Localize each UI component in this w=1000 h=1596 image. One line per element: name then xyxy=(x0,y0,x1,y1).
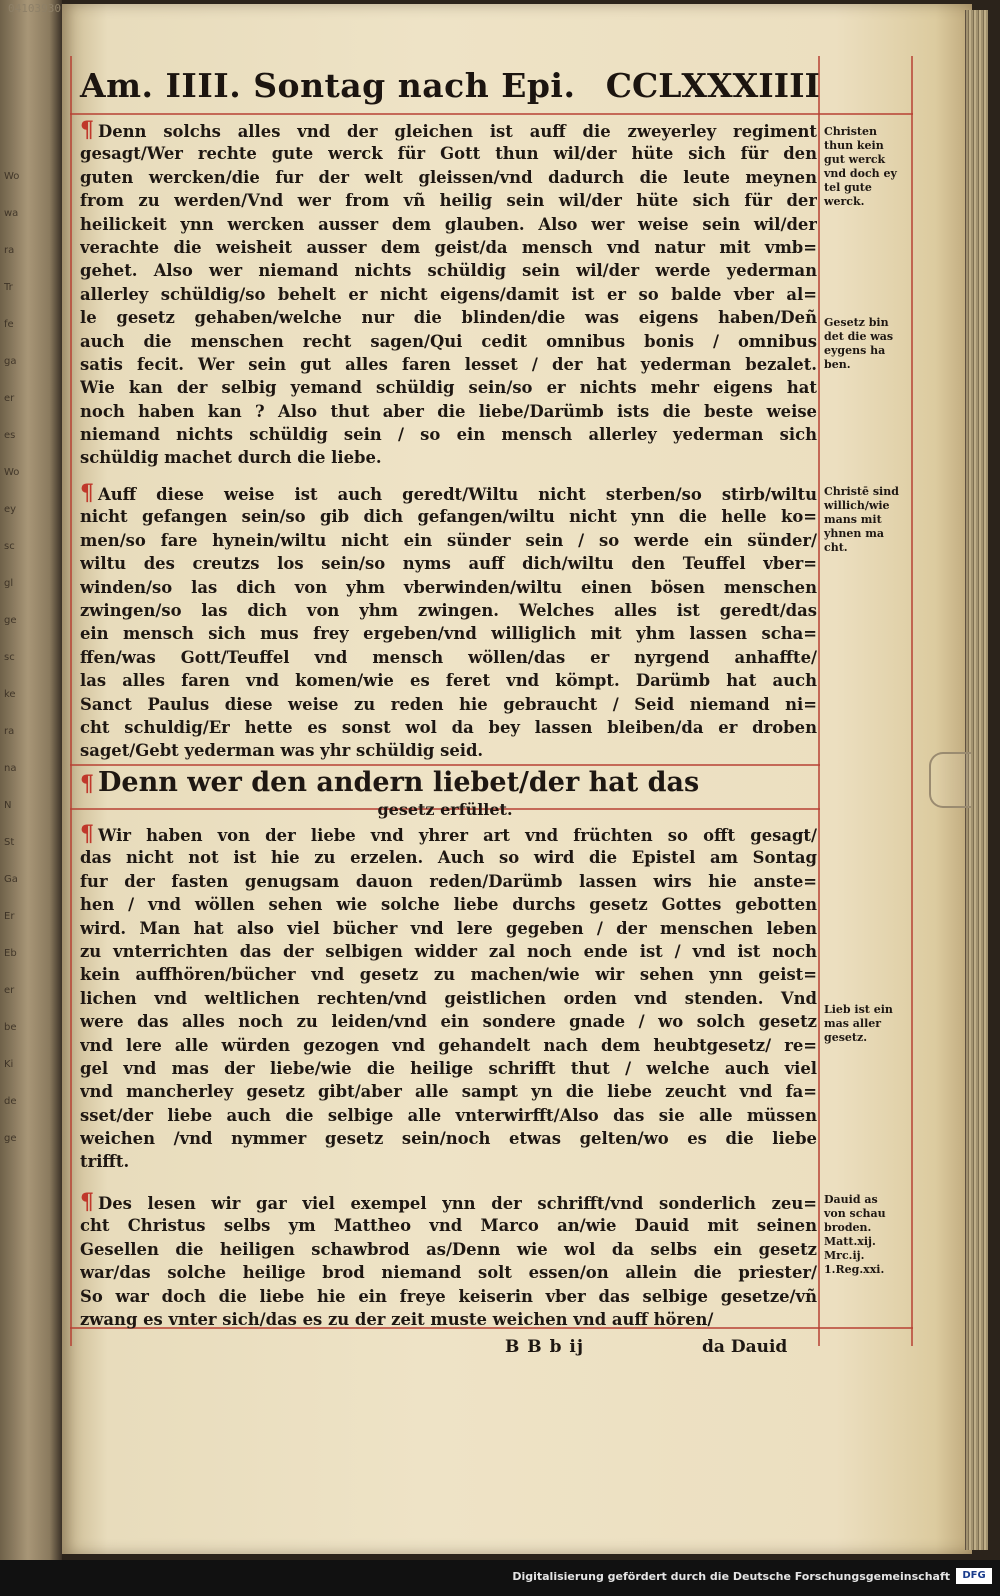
margin-note-4 xyxy=(824,1003,906,1045)
text-line xyxy=(80,1127,817,1150)
text-line xyxy=(80,306,817,329)
left-page-fragment: wa xyxy=(4,208,19,219)
line-text: noch haben kan ? Also thut aber die liebe/Darümb ists die beste weise xyxy=(80,401,817,421)
text-line xyxy=(80,1010,817,1033)
text-line xyxy=(80,940,817,963)
paragraph-1 xyxy=(80,119,817,470)
text-line xyxy=(80,1285,817,1308)
line-text: ein mensch sich mus frey ergeben/vnd williglich mit yhm lassen scha= xyxy=(80,624,817,644)
line-text: verachte die weisheit ausser dem geist/da mensch vnd natur mit vmb= xyxy=(80,237,817,257)
line-text: zwingen/so las dich von yhm zwingen. Welches alles ist geredt/das xyxy=(80,600,817,620)
text-line xyxy=(80,669,817,692)
line-text: vnd lere alle würden gezogen vnd gehandelt nach dem heubtgesetz/ re= xyxy=(80,1035,817,1055)
left-page-fragment: St xyxy=(4,837,15,848)
line-text: Wir haben von der liebe vnd yhrer art vnd früchten so offt gesagt/ xyxy=(98,826,817,845)
line-text: ffen/was Gott/Teuffel vnd mensch wöllen/das er nyrgend anhaffte/ xyxy=(80,647,817,667)
line-text: allerley schüldig/so behelt er nicht eigens/damit ist er so balde vber al= xyxy=(80,284,817,304)
margin-note-line: ben. xyxy=(824,358,851,371)
text-line xyxy=(80,236,817,259)
text-line xyxy=(80,166,817,189)
margin-note-line: Christē sind xyxy=(824,485,899,498)
text-line xyxy=(80,917,817,940)
margin-note-line: gesetz. xyxy=(824,1031,868,1044)
margin-note-line: vnd doch ey xyxy=(824,167,897,180)
line-text: gesagt/Wer rechte gute werck für Gott thun wil/der hüte sich für den xyxy=(80,144,817,164)
margin-note-1 xyxy=(824,125,906,209)
line-text: auch die menschen recht sagen/Qui cedit omnibus bonis / omnibus xyxy=(80,331,817,351)
left-page-fragment: de xyxy=(4,1096,17,1107)
left-page-fragment: fe xyxy=(4,319,14,330)
text-line xyxy=(80,1080,817,1103)
left-page-fragment: Ki xyxy=(4,1059,14,1070)
line-text: lichen vnd weltlichen rechten/vnd geistlichen orden vnd stenden. Vnd xyxy=(80,988,817,1008)
text-line xyxy=(80,599,817,622)
text-line xyxy=(80,353,817,376)
text-line xyxy=(80,552,817,575)
margin-note-line: Gesetz bin xyxy=(824,316,889,329)
margin-note-line: Matt.xij. xyxy=(824,1235,876,1248)
margin-note-line: yhnen ma xyxy=(824,527,884,540)
line-text: trifft. xyxy=(80,1152,130,1172)
margin-note-line: mans mit xyxy=(824,513,882,526)
text-line xyxy=(80,1191,817,1214)
text-line xyxy=(80,963,817,986)
line-text: were das alles noch zu leiden/vnd ein sondere gnade / wo solch gesetz xyxy=(80,1012,817,1032)
margin-note-line: 1.Reg.xxi. xyxy=(824,1263,885,1276)
left-page-fragment: ey xyxy=(4,504,17,515)
pilcrow-mark: ¶ xyxy=(80,1191,94,1215)
text-line xyxy=(80,716,817,739)
left-page-fragment: gl xyxy=(4,578,14,589)
pilcrow-mark: ¶ xyxy=(80,482,94,506)
line-text: wiltu des creutzs los sein/so nyms auff dich/wiltu den Teuffel vber= xyxy=(80,554,817,574)
line-text: niemand nichts schüldig sein / so ein mensch allerley yederman sich xyxy=(80,425,817,445)
text-line xyxy=(80,446,817,469)
line-text: Des lesen wir gar viel exempel ynn der schrifft/vnd sonderlich zeu= xyxy=(98,1194,817,1213)
left-page-fragment: be xyxy=(4,1022,17,1033)
margin-note-line: Christen xyxy=(824,125,877,138)
line-text: nicht gefangen sein/so gib dich gefangen/wiltu nicht ynn die helle ko= xyxy=(80,507,817,527)
catchword: da Dauid xyxy=(702,1337,788,1357)
text-line xyxy=(80,823,817,846)
line-text: las alles faren vnd komen/wie es feret vnd kömpt. Darümb hat auch xyxy=(80,671,817,691)
line-text: So war doch die liebe hie ein freye keiserin vber das selbige gesetze/vñ xyxy=(80,1286,817,1306)
line-text: wird. Man hat also viel bücher vnd lere gegeben / der menschen leben xyxy=(80,918,817,938)
line-text: weichen /vnd nymmer gesetz sein/noch etwas gelten/wo es die liebe xyxy=(80,1129,817,1149)
line-text: das nicht not ist hie zu erzelen. Auch so wird die Epistel am Sontag xyxy=(80,848,817,868)
text-line xyxy=(80,1150,817,1173)
heading-line-2: gesetz erfüllet. xyxy=(377,800,513,819)
text-line xyxy=(80,1261,817,1284)
paragraph-2 xyxy=(80,482,817,763)
line-text: saget/Gebt yederman was yhr schüldig seid. xyxy=(80,741,484,761)
text-line xyxy=(80,283,817,306)
text-line xyxy=(80,259,817,282)
margin-note-line: cht. xyxy=(824,541,848,554)
line-text: Auff diese weise ist auch geredt/Wiltu nicht sterben/so stirb/wiltu xyxy=(98,485,817,504)
text-line xyxy=(80,1057,817,1080)
left-page-fragment: Eb xyxy=(4,948,17,959)
line-text: schüldig machet durch die liebe. xyxy=(80,448,382,468)
shelfmark: 04103930 xyxy=(8,2,61,15)
text-line xyxy=(80,1104,817,1127)
line-text: gel vnd mas der liebe/wie die heilige schrifft thut / welche auch viel xyxy=(80,1058,817,1078)
left-page-fragment: ge xyxy=(4,615,17,626)
text-line xyxy=(80,987,817,1010)
text-line xyxy=(80,739,817,762)
line-text: satis fecit. Wer sein gut alles faren lesset / der hat yederman bezalet. xyxy=(80,354,817,374)
page-header xyxy=(80,66,820,116)
text-line xyxy=(80,330,817,353)
text-line xyxy=(80,376,817,399)
left-page-fragment: ra xyxy=(4,245,15,256)
line-text: men/so fare hynein/wiltu nicht ein sünder sein / so werde ein sünder/ xyxy=(80,530,817,550)
left-page-fragment: er xyxy=(4,985,15,996)
left-page-fragment: sc xyxy=(4,541,15,552)
text-line xyxy=(80,576,817,599)
left-page-fragment: na xyxy=(4,763,17,774)
heading-text: Denn wer den andern liebet/der hat das xyxy=(98,767,700,798)
line-text: cht schuldig/Er hette es sonst wol da bey lassen bleiben/da er droben xyxy=(80,717,817,737)
left-page-fragment: Wo xyxy=(4,171,20,182)
text-line xyxy=(80,482,817,505)
left-page-fragment: Ga xyxy=(4,874,18,885)
margin-note-line: tel gute xyxy=(824,181,872,194)
text-line xyxy=(80,622,817,645)
rule-heading-top xyxy=(70,764,820,766)
text-line xyxy=(80,646,817,669)
line-text: gehet. Also wer niemand nichts schüldig sein wil/der werde yederman xyxy=(80,261,817,281)
margin-note-line: broden. xyxy=(824,1221,872,1234)
signature-mark: B B b ij xyxy=(505,1337,584,1357)
text-line xyxy=(80,213,817,236)
text-line xyxy=(80,1034,817,1057)
line-text: zwang es vnter sich/das es zu der zeit muste weichen vnd auff hören/ xyxy=(80,1309,714,1329)
rule-margin-right xyxy=(911,56,913,1346)
text-line xyxy=(80,142,817,165)
rule-text-right xyxy=(818,56,820,1346)
line-text: zu vnterrichten das der selbigen widder zal noch ende ist / vnd ist noch xyxy=(80,941,817,961)
margin-note-line: thun kein xyxy=(824,139,884,152)
dfg-logo: DFG xyxy=(956,1568,992,1584)
margin-note-line: willich/wie xyxy=(824,499,890,512)
paragraph-3 xyxy=(80,823,817,1174)
margin-note-line: Dauid as xyxy=(824,1193,878,1206)
left-page-fragment: ga xyxy=(4,356,17,367)
left-page-fragment: ra xyxy=(4,726,15,737)
margin-note-line: det die was xyxy=(824,330,894,343)
bookmark-tab xyxy=(929,752,971,808)
line-text: Wie kan der selbig yemand schüldig sein/so er nichts mehr eigens hat xyxy=(80,378,817,398)
line-text: fur der fasten genugsam dauon reden/Darümb lassen wirs hie anste= xyxy=(80,871,817,891)
margin-note-3 xyxy=(824,485,906,555)
margin-note-line: eygens ha xyxy=(824,344,886,357)
left-page-fragment: ke xyxy=(4,689,16,700)
line-text: vnd mancherley gesetz gibt/aber alle sampt yn die liebe zeucht vnd fa= xyxy=(80,1082,817,1102)
text-line xyxy=(80,1308,817,1331)
line-text: cht Christus selbs ym Mattheo vnd Marco an/wie Dauid mit seinen xyxy=(80,1216,817,1236)
margin-note-2 xyxy=(824,316,906,372)
margin-note-line: Lieb ist ein xyxy=(824,1003,893,1016)
margin-note-line: gut werck xyxy=(824,153,886,166)
left-page-fragment: sc xyxy=(4,652,15,663)
line-text: hen / vnd wöllen sehen wie solche liebe durchs gesetz Gottes gebotten xyxy=(80,895,817,915)
heading-line-1 xyxy=(80,767,810,798)
line-text: le gesetz gehaben/welche nur die blinden/die was eigens haben/Deñ xyxy=(80,308,817,328)
text-line xyxy=(80,189,817,212)
line-text: kein auffhören/bücher vnd gesetz zu machen/wie wir sehen ynn geist= xyxy=(80,965,817,985)
text-line xyxy=(80,893,817,916)
running-title: Am. IIII. Sontag nach Epi. xyxy=(80,66,576,105)
line-text: Denn solchs alles vnd der gleichen ist auff die zweyerley regiment xyxy=(98,122,817,141)
text-line xyxy=(80,529,817,552)
left-page-fragment: ge xyxy=(4,1133,17,1144)
rule-left xyxy=(70,56,72,1346)
text-line xyxy=(80,400,817,423)
section-heading xyxy=(80,767,810,819)
pilcrow-mark: ¶ xyxy=(80,823,94,847)
line-text: war/das solche heilige brod niemand solt essen/on allein die priester/ xyxy=(80,1263,817,1283)
margin-note-line: mas aller xyxy=(824,1017,882,1030)
text-line xyxy=(80,1238,817,1261)
paragraph-4 xyxy=(80,1191,817,1331)
text-line xyxy=(80,870,817,893)
margin-note-line: werck. xyxy=(824,195,865,208)
line-text: guten wercken/die fur der welt gleissen/vnd dadurch die leute meynen xyxy=(80,167,817,187)
text-line xyxy=(80,505,817,528)
folio-number: CCLXXXIIII xyxy=(605,66,820,105)
left-page-fragment: Er xyxy=(4,911,15,922)
left-page-text xyxy=(4,170,58,1169)
left-page-edge xyxy=(0,0,62,1560)
line-text: Gesellen die heiligen schawbrod as/Denn wie wol da selbs ein gesetz xyxy=(80,1239,817,1259)
margin-note-line: von schau xyxy=(824,1207,886,1220)
funding-credit: Digitalisierung gefördert durch die Deutsche Forschungsgemeinschaft xyxy=(512,1570,950,1583)
line-text: heilickeit ynn wercken ausser dem glauben. Also wer weise sein wil/der xyxy=(80,214,817,234)
left-page-fragment: Wo xyxy=(4,467,20,478)
pilcrow-mark: ¶ xyxy=(80,119,94,143)
left-page-fragment: es xyxy=(4,430,16,441)
footer-bar xyxy=(0,1560,1000,1596)
line-text: from zu werden/Vnd wer from vñ heilig sein wil/der hüte sich für der xyxy=(80,191,817,211)
text-line xyxy=(80,119,817,142)
text-line xyxy=(80,423,817,446)
margin-note-line: Mrc.ij. xyxy=(824,1249,865,1262)
margin-note-5 xyxy=(824,1193,906,1277)
left-page-fragment: Tr xyxy=(4,282,13,293)
text-line xyxy=(80,846,817,869)
left-page-fragment: N xyxy=(4,800,12,811)
line-text: sset/der liebe auch die selbige alle vnterwirfft/Also das sie alle müssen xyxy=(80,1105,817,1125)
line-text: Sanct Paulus diese weise zu reden hie gebraucht / Seid niemand ni= xyxy=(80,694,817,714)
left-page-fragment: er xyxy=(4,393,15,404)
text-line xyxy=(80,693,817,716)
text-line xyxy=(80,1214,817,1237)
line-text: winden/so las dich von yhm vberwinden/wiltu einen bösen menschen xyxy=(80,577,817,597)
pilcrow-mark: ¶ xyxy=(80,771,94,797)
